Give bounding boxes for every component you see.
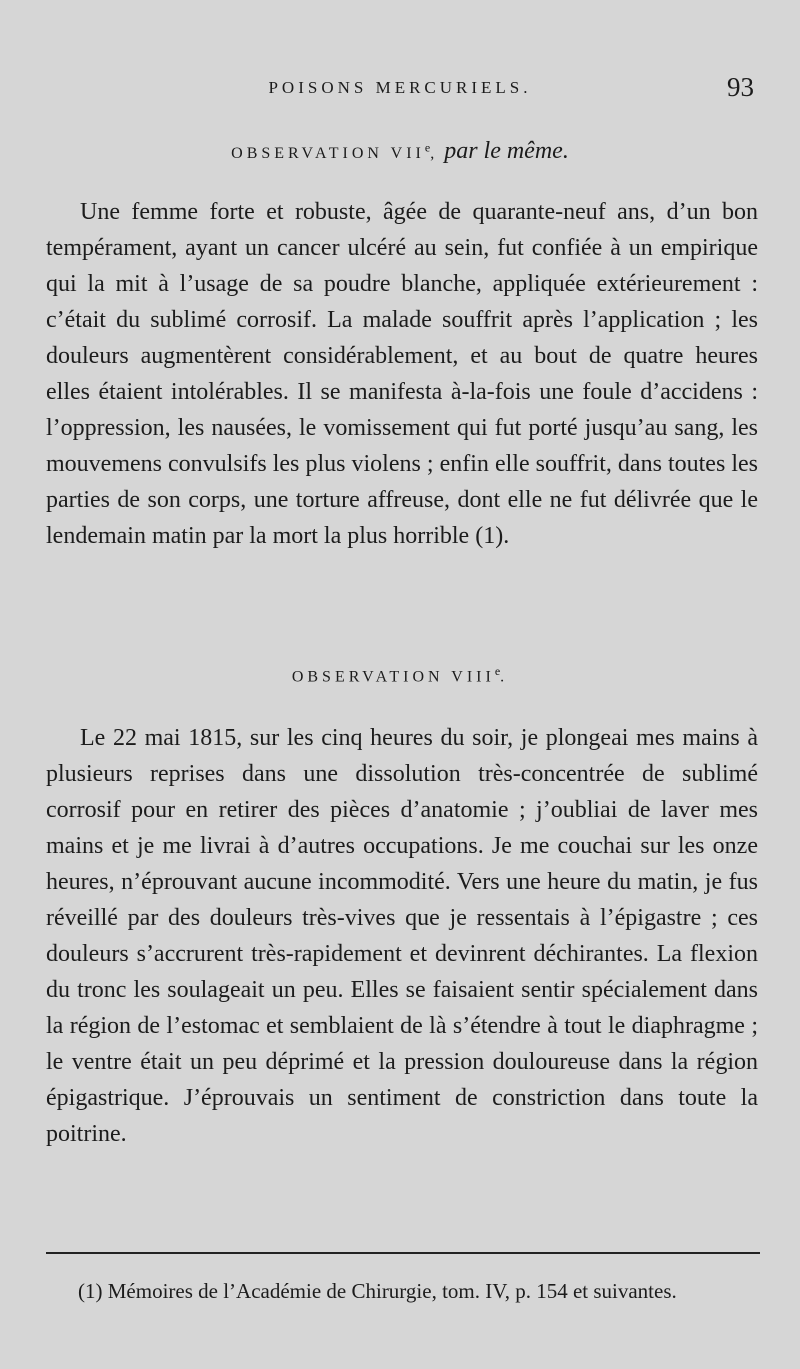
observation-7-label: OBSERVATION VII xyxy=(231,145,425,162)
observation-7-suffix: , xyxy=(430,145,439,162)
observation-8-suffix: . xyxy=(500,668,509,686)
observation-8-text: Le 22 mai 1815, sur les cinq heures du soir, je plongeai mes mains à plusieurs reprises dans une dissolution très-concentrée de sublimé corrosif pour en retirer des pièces d’anatomie ; j’oubliai de laver mes mains et je me livrai à d’autres occupations. Je me couchai sur les onze heures, n’éprouvant aucune incommodité. Vers une heure du matin, je fus réveillé par des douleurs très-vives que je ressentais à l’épigastre ; ces douleurs s’accrurent très-rapidement et devinrent déchirantes. La flexion du tronc les soulageait un peu. Elles se faisaient sentir spécialement dans la région de l’estomac et semblaient de là s’étendre à tout le diaphragme ; le ventre était un peu déprimé et la pression douloureuse dans la région épigastrique. J’éprouvais un sentiment de constriction dans toute la poitrine. xyxy=(46,725,758,1147)
observation-7-heading xyxy=(46,138,754,165)
observation-7-sup: e xyxy=(424,140,431,155)
observation-8-label: OBSERVATION VIII xyxy=(291,668,495,686)
footnote: (1) Mémoires de l’Académie de Chirurgie, tom. IV, p. 154 et suivantes. xyxy=(78,1279,677,1303)
observation-7-author: par le même. xyxy=(444,138,569,164)
footnote-rule xyxy=(46,1252,760,1254)
observation-8-sup: e xyxy=(494,664,501,678)
page-number: 93 xyxy=(727,72,754,102)
running-title: POISONS MERCURIELS. xyxy=(268,78,532,97)
observation-7-text: Une femme forte et robuste, âgée de quarante-neuf ans, d’un bon tempérament, ayant un cancer ulcéré au sein, fut confiée à un empirique qui la mit à l’usage de sa poudre blanche, appliquée extérieurement : c’était du sublimé corrosif. La malade souffrit après l’application ; les douleurs augmentèrent considérablement, et au bout de quatre heures elles étaient intolérables. Il se manifesta à-la-fois une foule d’accidens : l’oppression, les nausées, le vomissement qui fut porté jusqu’au sang, les mouvemens convulsifs les plus violens ; enfin elle souffrit, dans toutes les parties de son corps, une torture affreuse, dont elle ne fut délivrée que le lendemain matin par la mort la plus horrible (1). xyxy=(46,199,758,549)
running-head xyxy=(46,72,754,108)
observation-8-heading xyxy=(46,664,754,686)
